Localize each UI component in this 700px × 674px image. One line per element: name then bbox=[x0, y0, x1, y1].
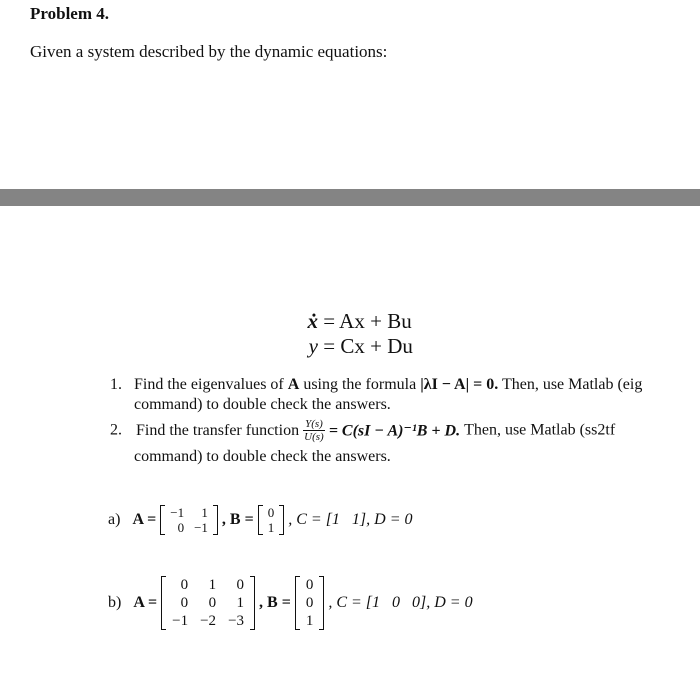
task-2-number: 2. bbox=[110, 421, 122, 439]
task-1 bbox=[110, 376, 642, 394]
task-1-var-a: A bbox=[287, 376, 300, 393]
matrix-cell: −1 bbox=[170, 505, 185, 520]
task-1-text-2: using the formula bbox=[303, 376, 417, 393]
gray-divider-band bbox=[0, 189, 700, 206]
task-2-line1-end: Then, use Matlab (ss2tf bbox=[464, 421, 616, 439]
matrix-cell: 0 bbox=[208, 595, 217, 611]
matrix-cell: 1 bbox=[208, 577, 217, 593]
matrix-a-A bbox=[160, 505, 218, 535]
case-b-B-label: , B = bbox=[259, 594, 291, 611]
matrix-a-B bbox=[258, 505, 285, 535]
task-1-number: 1. bbox=[110, 376, 122, 393]
state-eq-lhs: ẋ bbox=[307, 309, 318, 333]
case-a-A-label: A = bbox=[132, 511, 157, 528]
matrix-cell: −1 bbox=[194, 520, 208, 535]
problem-intro: Given a system described by the dynamic equations: bbox=[30, 42, 388, 61]
case-b-label: b) bbox=[108, 594, 122, 611]
case-a-label: a) bbox=[108, 511, 121, 528]
case-a-C-D: , C = [1 1], D = 0 bbox=[288, 511, 413, 528]
task-2 bbox=[110, 418, 615, 443]
output-eq-lhs: y bbox=[308, 334, 318, 358]
matrix-cell: 0 bbox=[177, 520, 185, 535]
matrix-cell: 0 bbox=[180, 595, 189, 611]
matrix-cell: 0 bbox=[236, 577, 245, 593]
task-2-text: Find the transfer function bbox=[136, 421, 300, 439]
matrix-cell: 0 bbox=[180, 577, 189, 593]
case-b bbox=[108, 576, 473, 630]
problem-title: Problem 4. bbox=[30, 4, 110, 23]
output-equation bbox=[292, 334, 413, 359]
matrix-cell: 1 bbox=[236, 595, 245, 611]
matrix-cell: 0 bbox=[305, 595, 314, 611]
task-1-line2: command) to double check the answers. bbox=[134, 396, 391, 413]
matrix-cell: −2 bbox=[200, 613, 217, 629]
state-eq-rhs: = Ax + Bu bbox=[323, 309, 412, 333]
matrix-cell: −3 bbox=[228, 613, 245, 629]
case-b-C-D: , C = [1 0 0], D = 0 bbox=[328, 594, 473, 611]
matrix-b-A bbox=[161, 576, 255, 630]
task-2-line2: command) to double check the answers. bbox=[134, 448, 391, 465]
case-a-B-label: , B = bbox=[221, 511, 254, 528]
matrix-cell: 1 bbox=[201, 505, 208, 520]
matrix-b-B bbox=[295, 576, 325, 630]
case-b-A-label: A = bbox=[133, 594, 158, 611]
transfer-fraction bbox=[303, 418, 325, 443]
matrix-cell: 0 bbox=[305, 577, 314, 593]
fraction-denominator: U(s) bbox=[304, 431, 324, 443]
task-1-text: Find the eigenvalues of bbox=[134, 376, 284, 393]
matrix-cell: 1 bbox=[267, 520, 275, 535]
fraction-numerator: Y(s) bbox=[305, 418, 323, 430]
matrix-cell: 0 bbox=[267, 505, 275, 520]
matrix-cell: 1 bbox=[305, 613, 314, 629]
task-1-formula: |λI − A| = 0. bbox=[420, 376, 499, 393]
state-equation bbox=[292, 309, 412, 334]
matrix-cell: −1 bbox=[172, 613, 189, 629]
case-a bbox=[108, 505, 413, 535]
task-2-formula: = C(sI − A)⁻¹B + D. bbox=[328, 422, 461, 440]
task-1-line1-end: Then, use Matlab (eig bbox=[501, 376, 643, 393]
output-eq-rhs: = Cx + Du bbox=[323, 334, 413, 358]
